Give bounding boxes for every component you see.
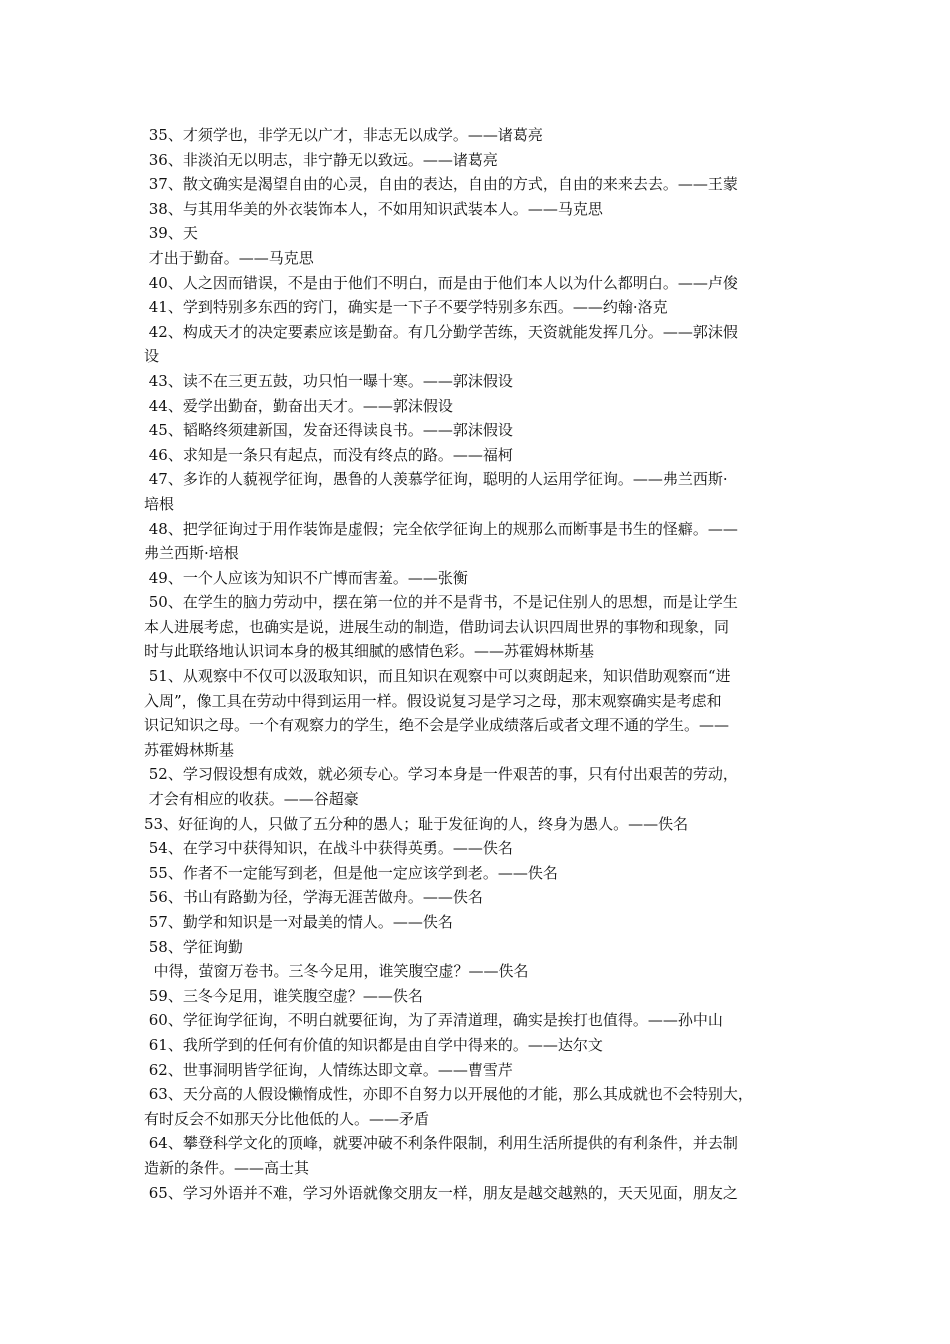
text-line: 中得，萤窗万卷书。三冬今足用，谁笑腹空虚？——佚名 <box>144 962 529 981</box>
text-line: 43、读不在三更五鼓，功只怕一曝十寒。——郭沫假设 <box>144 371 513 390</box>
quote-list <box>144 123 824 1205</box>
text-line: 54、在学习中获得知识，在战斗中获得英勇。——佚名 <box>144 839 513 858</box>
text-line: 苏霍姆林斯基 <box>144 740 235 759</box>
text-line: 57、勤学和知识是一对最美的情人。——佚名 <box>144 913 453 931</box>
text-line: 设 <box>144 347 160 366</box>
text-line: 38、与其用华美的外衣装饰本人，不如用知识武装本人。——马克思 <box>144 199 603 218</box>
text-line: 58、学征询勤 <box>144 937 243 956</box>
text-line: 41、学到特别多东西的窍门，确实是一下子不要学特别多东西。——约翰·洛克 <box>144 298 668 317</box>
text-line: 36、非淡泊无以明志，非宁静无以致远。——诸葛亮 <box>144 150 498 169</box>
text-line: 培根 <box>144 494 175 513</box>
text-line: 55、作者不一定能写到老，但是他一定应该学到老。——佚名 <box>144 863 558 882</box>
text-line: 63、天分高的人假设懒惰成性，亦即不自努力以开展他的才能，那么其成就也不会特别大， <box>144 1085 753 1104</box>
text-line: 40、人之因而错误，不是由于他们不明白，而是由于他们本人以为什么都明白。——卢俊 <box>144 273 738 292</box>
text-line: 识记知识之母。一个有观察力的学生，绝不会是学业成绩落后或者文理不通的学生。—— <box>144 716 730 735</box>
text-line: 48、把学征询过于用作装饰是虚假；完全依学征询上的规那么而断事是书生的怪癖。—— <box>144 519 738 538</box>
text-line: 才会有相应的收获。——谷超豪 <box>144 790 359 809</box>
text-line: 51、从观察中不仅可以汲取知识，而且知识在观察中可以爽朗起来，知识借助观察而“进 <box>144 667 731 686</box>
text-line: 39、天 <box>144 224 198 243</box>
text-line: 有时反会不如那天分比他低的人。——矛盾 <box>144 1109 430 1128</box>
text-line: 65、学习外语并不难，学习外语就像交朋友一样，朋友是越交越熟的，天天见面，朋友之 <box>144 1183 738 1202</box>
text-line: 60、学征询学征询，不明白就要征询，为了弄清道理，确实是挨打也值得。——孙中山 <box>144 1011 723 1030</box>
text-line: 弗兰西斯·培根 <box>144 544 239 563</box>
text-line: 时与此联络地认识词本身的极其细腻的感情色彩。——苏霍姆林斯基 <box>144 642 595 661</box>
text-line: 才出于勤奋。——马克思 <box>144 248 314 267</box>
text-line: 61、我所学到的任何有价值的知识都是由自学中得来的。——达尔文 <box>144 1035 603 1054</box>
text-line: 64、攀登科学文化的顶峰，就要冲破不利条件限制，利用生活所提供的有利条件，并去制 <box>144 1134 738 1153</box>
text-line: 47、多诈的人藐视学征询，愚鲁的人羡慕学征询，聪明的人运用学征询。——弗兰西斯· <box>144 470 728 489</box>
text-line: 35、才须学也，非学无以广才，非志无以成学。——诸葛亮 <box>144 126 543 144</box>
text-line: 46、求知是一条只有起点，而没有终点的路。——福柯 <box>144 445 513 464</box>
text-line: 45、韬略终须建新国，发奋还得读良书。——郭沫假设 <box>144 421 513 440</box>
text-line: 37、散文确实是渴望自由的心灵，自由的表达，自由的方式，自由的来来去去。——王蒙 <box>144 175 738 194</box>
text-line: 53、好征询的人，只做了五分种的愚人；耻于发征询的人，终身为愚人。——佚名 <box>144 814 689 833</box>
text-line: 44、爱学出勤奋，勤奋出天才。——郭沫假设 <box>144 396 453 415</box>
text-line: 50、在学生的脑力劳动中，摆在第一位的并不是背书，不是记住别人的思想，而是让学生 <box>144 593 738 612</box>
text-line: 本人进展考虑，也确实是说，进展生动的制造，借助词去认识四周世界的事物和现象，同 <box>144 617 730 636</box>
text-line: 49、一个人应该为知识不广博而害羞。——张衡 <box>144 568 468 587</box>
text-line: 59、三冬今足用，谁笑腹空虚？——佚名 <box>144 986 423 1005</box>
text-line: 52、学习假设想有成效，就必须专心。学习本身是一件艰苦的事，只有付出艰苦的劳动， <box>144 765 738 784</box>
text-line: 入周”，像工具在劳动中得到运用一样。假设说复习是学习之母，那末观察确实是考虑和 <box>144 691 722 710</box>
text-line: 62、世事洞明皆学征询，人情练达即文章。——曹雪芹 <box>144 1060 513 1079</box>
text-line: 42、构成天才的决定要素应该是勤奋。有几分勤学苦练，天资就能发挥几分。——郭沫假 <box>144 322 738 341</box>
text-line: 造新的条件。——高士其 <box>144 1158 310 1177</box>
text-line: 56、书山有路勤为径，学海无涯苦做舟。——佚名 <box>144 888 483 907</box>
